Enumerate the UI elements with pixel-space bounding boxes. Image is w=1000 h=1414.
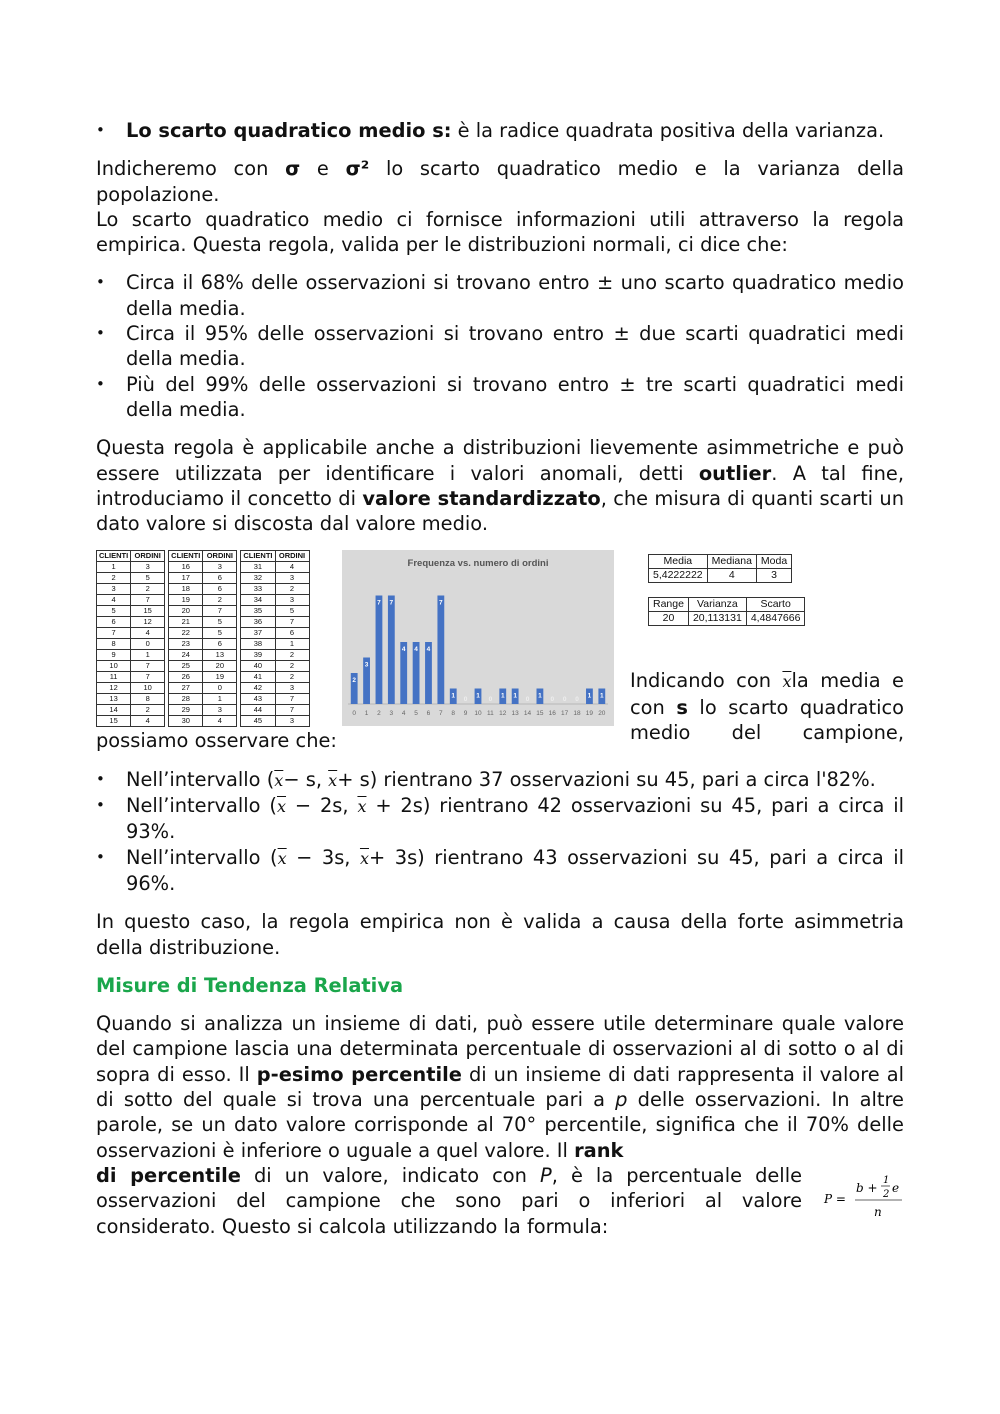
text: Indicheremo con xyxy=(96,157,286,181)
table-row xyxy=(97,650,165,661)
table-cell: 23 xyxy=(169,639,203,650)
table-row xyxy=(241,672,309,683)
text: Quando si analizza un insieme di dati, può essere utile determinare quale valore del campione lascia una determinata percentuale di osservazioni al di sotto o al di sopra di esso. Il xyxy=(96,1012,904,1086)
list-item xyxy=(96,118,904,143)
percentile-block xyxy=(96,1011,904,1239)
table-cell: 8 xyxy=(131,694,165,705)
x-tick-label: 19 xyxy=(585,710,594,718)
formula-den: n xyxy=(874,1204,882,1219)
text: Nell’intervallo ( xyxy=(126,794,277,818)
table-row xyxy=(97,562,165,573)
x-tick-label: 20 xyxy=(598,710,606,718)
table-cell: 3 xyxy=(275,683,309,694)
data-label: 1 xyxy=(538,692,542,700)
table-cell: 3 xyxy=(275,573,309,584)
data-label: 1 xyxy=(599,692,604,700)
formula-num-b: b + xyxy=(856,1180,878,1195)
orders-table xyxy=(240,550,309,727)
table-row xyxy=(169,584,237,595)
data-label: 1 xyxy=(500,692,505,700)
data-label: 4 xyxy=(426,646,431,654)
stats-value: 5,4222222 xyxy=(649,569,708,583)
stats-header: Mediana xyxy=(707,555,756,569)
frequency-chart xyxy=(342,550,614,726)
term-bold: Lo scarto quadratico medio s: xyxy=(126,119,452,142)
table-row xyxy=(169,683,237,694)
chart-bar xyxy=(388,596,395,705)
table-cell: 17 xyxy=(169,573,203,584)
x-tick-label: 18 xyxy=(573,710,581,718)
P-symbol: P xyxy=(540,1163,552,1187)
table-cell: 7 xyxy=(203,606,237,617)
data-label: 7 xyxy=(439,599,443,607)
p-symbol: p xyxy=(615,1088,628,1112)
table-cell: 5 xyxy=(203,628,237,639)
table-row xyxy=(241,694,309,705)
x-tick-label: 11 xyxy=(487,710,494,718)
table-cell: 26 xyxy=(169,672,203,683)
table-cell: 2 xyxy=(275,650,309,661)
chart-bar xyxy=(437,596,444,705)
table-row xyxy=(169,628,237,639)
table-row xyxy=(169,694,237,705)
x-tick-label: 4 xyxy=(401,710,406,718)
table-cell: 7 xyxy=(131,661,165,672)
table-cell: 11 xyxy=(97,672,131,683)
empirical-rule-list xyxy=(96,270,904,422)
formula-lhs: P = xyxy=(824,1191,846,1206)
table-row xyxy=(97,584,165,595)
table-cell: 7 xyxy=(131,672,165,683)
table-row xyxy=(241,573,309,584)
text: Indicando con xyxy=(630,669,783,693)
table-cell: 14 xyxy=(97,705,131,716)
formula-e: e xyxy=(892,1180,900,1195)
table-cell: 31 xyxy=(241,562,275,573)
table-row xyxy=(169,716,237,727)
table-cell: 10 xyxy=(131,683,165,694)
table-cell: 2 xyxy=(131,705,165,716)
table-cell: 20 xyxy=(203,661,237,672)
text: − 2s, xyxy=(286,794,358,818)
table-cell: 30 xyxy=(169,716,203,727)
table-cell: 41 xyxy=(241,672,275,683)
data-label: 4 xyxy=(414,646,418,654)
table-cell: 4 xyxy=(275,562,309,573)
table-cell: 6 xyxy=(203,639,237,650)
table-row xyxy=(169,661,237,672)
table-cell: 7 xyxy=(275,694,309,705)
table-cell: 19 xyxy=(169,595,203,606)
table-cell: 2 xyxy=(275,584,309,595)
list-item xyxy=(96,767,904,793)
x-tick-label: 0 xyxy=(352,710,357,718)
paragraph-empirical: Lo scarto quadratico medio ci fornisce informazioni utili attraverso la regola empirica. Questa regola, valida per le distribuzioni normali, ci dice che: xyxy=(96,207,904,257)
x-tick-label: 14 xyxy=(523,710,532,718)
x-tick-label: 6 xyxy=(426,710,431,718)
list-item xyxy=(96,793,904,845)
table-row xyxy=(241,562,309,573)
x-tick-label: 1 xyxy=(364,710,369,718)
data-label: 0 xyxy=(562,696,567,704)
sigma-symbol: σ xyxy=(285,157,301,181)
text: + s) rientrano 37 osservazioni su 45, pari a circa l'82%. xyxy=(337,767,876,791)
table-cell: 1 xyxy=(131,650,165,661)
table-cell: 6 xyxy=(203,584,237,595)
x-tick-label: 17 xyxy=(561,710,569,718)
table-row xyxy=(241,606,309,617)
x-tick-label: 10 xyxy=(474,710,482,718)
column-header: ORDINI xyxy=(203,551,237,562)
list-item xyxy=(96,845,904,897)
table-cell: 36 xyxy=(241,617,275,628)
xbar-symbol: $\overline{x}$ xyxy=(359,848,369,868)
table-row xyxy=(169,639,237,650)
table-cell: 0 xyxy=(131,639,165,650)
percentile-term: p-esimo percentile xyxy=(256,1062,462,1086)
table-cell: 21 xyxy=(169,617,203,628)
table-cell: 16 xyxy=(169,562,203,573)
rank-term-cont: di percentile xyxy=(96,1163,241,1187)
table-cell: 3 xyxy=(203,562,237,573)
table-cell: 15 xyxy=(97,716,131,727)
bullet-list-std xyxy=(96,118,904,143)
table-cell: 10 xyxy=(97,661,131,672)
paragraph-observe: possiamo osservare che: xyxy=(96,729,337,753)
table-cell: 2 xyxy=(203,595,237,606)
table-cell: 7 xyxy=(97,628,131,639)
text: Questa regola è applicabile anche a distribuzioni lievemente asimmetriche e può essere utilizzata per identificare i valori anomali, detti xyxy=(96,436,904,485)
table-cell: 6 xyxy=(275,628,309,639)
text: di un insieme di dati rappresenta il valore al di sotto del quale si trova una percentuale pari a xyxy=(96,1062,904,1112)
stats-table-central xyxy=(648,554,792,583)
x-tick-label: 3 xyxy=(389,710,394,718)
table-row xyxy=(241,628,309,639)
paragraph-outlier xyxy=(96,435,904,536)
xbar-symbol: $\overline{x}$ xyxy=(274,770,284,790)
interval-list xyxy=(96,767,904,896)
x-tick-label: 7 xyxy=(439,710,443,718)
table-cell: 2 xyxy=(97,573,131,584)
x-tick-label: 16 xyxy=(548,710,556,718)
table-cell: 29 xyxy=(169,705,203,716)
table-row xyxy=(169,650,237,661)
stats-header: Moda xyxy=(756,555,791,569)
xbar-symbol: $\overline{x}$ xyxy=(357,797,367,817)
orders-table xyxy=(96,550,165,727)
data-label: 1 xyxy=(451,692,456,700)
column-header: CLIENTI xyxy=(97,551,131,562)
table-cell: 3 xyxy=(203,705,237,716)
text: − 3s, xyxy=(286,845,360,869)
table-cell: 1 xyxy=(203,694,237,705)
data-label: 0 xyxy=(463,696,468,704)
data-label: 3 xyxy=(364,661,369,669)
data-label: 0 xyxy=(525,696,530,704)
table-cell: 6 xyxy=(97,617,131,628)
stats-tables xyxy=(648,554,805,640)
stats-value: 20,113131 xyxy=(688,612,746,626)
table-cell: 2 xyxy=(275,672,309,683)
sigma2-symbol: σ² xyxy=(345,157,370,181)
table-row xyxy=(169,562,237,573)
text: Nell’intervallo ( xyxy=(126,767,275,791)
table-cell: 20 xyxy=(169,606,203,617)
stats-value: 3 xyxy=(756,569,791,583)
rank-term: rank xyxy=(574,1138,624,1162)
table-cell: 38 xyxy=(241,639,275,650)
data-label: 7 xyxy=(377,599,381,607)
x-tick-label: 12 xyxy=(499,710,507,718)
data-label: 4 xyxy=(401,646,406,654)
s-symbol: s xyxy=(676,695,688,719)
table-cell: 3 xyxy=(275,716,309,727)
text: , è la percentuale delle osservazioni del campione che sono pari o inferiori al valore considerato. Questo si calcola utilizzando la formula: xyxy=(96,1163,803,1238)
table-row xyxy=(241,617,309,628)
x-tick-label: 2 xyxy=(377,710,381,718)
text: di un valore, indicato con xyxy=(240,1163,541,1187)
formula-frac-den: 2 xyxy=(883,1188,890,1200)
table-cell: 19 xyxy=(203,672,237,683)
table-row xyxy=(97,628,165,639)
table-cell: 12 xyxy=(131,617,165,628)
table-row xyxy=(169,672,237,683)
table-cell: 9 xyxy=(97,650,131,661)
standardized-term: valore standardizzato xyxy=(362,486,601,510)
table-cell: 3 xyxy=(275,595,309,606)
table-cell: 5 xyxy=(97,606,131,617)
data-tables xyxy=(96,550,310,727)
table-cell: 43 xyxy=(241,694,275,705)
table-row xyxy=(97,617,165,628)
text: − s, xyxy=(283,767,329,791)
stats-value: 20 xyxy=(649,612,689,626)
table-row xyxy=(169,573,237,584)
stats-value: 4,4847666 xyxy=(746,612,805,626)
stats-table-dispersion xyxy=(648,597,805,626)
data-label: 7 xyxy=(389,599,394,607)
orders-table xyxy=(168,550,237,727)
table-cell: 3 xyxy=(97,584,131,595)
paragraph-rank xyxy=(96,1163,802,1239)
table-cell: 0 xyxy=(203,683,237,694)
table-cell: 12 xyxy=(97,683,131,694)
data-label: 0 xyxy=(550,696,555,704)
table-cell: 27 xyxy=(169,683,203,694)
table-row xyxy=(97,683,165,694)
x-tick-label: 5 xyxy=(414,710,418,718)
table-cell: 37 xyxy=(241,628,275,639)
text: e xyxy=(300,157,346,181)
x-tick-label: 15 xyxy=(536,710,544,718)
figure-row xyxy=(96,550,904,750)
data-label: 2 xyxy=(352,677,357,685)
data-label: 1 xyxy=(513,692,517,700)
data-label: 1 xyxy=(476,692,480,700)
table-row xyxy=(169,595,237,606)
chart-title: Frequenza vs. numero di ordini xyxy=(407,558,549,570)
data-label: 1 xyxy=(587,692,592,700)
paragraph-asymmetry: In questo caso, la regola empirica non è valida a causa della forte asimmetria della distribuzione. xyxy=(96,910,904,959)
document-page xyxy=(96,118,904,1239)
table-cell: 8 xyxy=(97,639,131,650)
table-cell: 44 xyxy=(241,705,275,716)
text: + 2s) rientrano 42 osservazioni su 45, pari a circa il 93%. xyxy=(126,794,905,844)
table-row xyxy=(169,705,237,716)
table-cell: 4 xyxy=(97,595,131,606)
table-cell: 7 xyxy=(131,595,165,606)
table-row xyxy=(97,661,165,672)
table-cell: 22 xyxy=(169,628,203,639)
table-row xyxy=(97,694,165,705)
paragraph-sigma xyxy=(96,156,904,207)
column-header: CLIENTI xyxy=(169,551,203,562)
xbar-symbol: $\overline{x}$ xyxy=(328,770,338,790)
xbar-symbol: $\overline{x}$ xyxy=(782,672,792,692)
table-cell: 5 xyxy=(131,573,165,584)
table-cell: 4 xyxy=(131,628,165,639)
table-cell: 15 xyxy=(131,606,165,617)
table-row xyxy=(97,672,165,683)
table-cell: 3 xyxy=(131,562,165,573)
table-row xyxy=(97,639,165,650)
table-cell: 32 xyxy=(241,573,275,584)
stats-header: Media xyxy=(649,555,708,569)
table-cell: 35 xyxy=(241,606,275,617)
table-row xyxy=(241,584,309,595)
text: + 3s) rientrano 43 osservazioni su 45, pari a circa il 96%. xyxy=(126,845,905,895)
chart-bar xyxy=(376,596,383,705)
stats-header: Scarto xyxy=(746,598,805,612)
text: , che misura di quanti scarti un dato valore si discosta dal valore medio. xyxy=(96,486,904,536)
text: delle osservazioni. In altre parole, se un dato valore corrisponde al 70° percentile, significa che il 70% delle osservazioni è inferiore o uguale a quel valore. Il xyxy=(96,1088,904,1162)
data-label: 0 xyxy=(488,696,493,704)
text: la media e con xyxy=(630,669,904,719)
side-text xyxy=(630,668,904,745)
table-cell: 45 xyxy=(241,716,275,727)
text: . A tal fine, introduciamo il concetto di xyxy=(96,461,904,510)
term-text: è la radice quadrata positiva della varianza. xyxy=(451,119,885,142)
table-cell: 1 xyxy=(275,639,309,650)
list-item: • Più del 99% delle osservazioni si trovano entro ± tre scarti quadratici medi della media. xyxy=(96,372,904,423)
table-row xyxy=(241,650,309,661)
xbar-symbol: $\overline{x}$ xyxy=(276,797,287,817)
table-row xyxy=(241,639,309,650)
x-tick-label: 13 xyxy=(511,710,519,718)
table-cell: 2 xyxy=(131,584,165,595)
table-cell: 13 xyxy=(97,694,131,705)
section-heading: Misure di Tendenza Relativa xyxy=(96,973,404,997)
list-item: • Circa il 95% delle osservazioni si trovano entro ± due scarti quadratici medi della media. xyxy=(96,321,904,372)
text: lo scarto quadratico medio e la varianza della popolazione. xyxy=(96,157,904,206)
table-cell: 28 xyxy=(169,694,203,705)
table-cell: 6 xyxy=(203,573,237,584)
table-row xyxy=(97,606,165,617)
formula-frac-num: 1 xyxy=(883,1174,890,1186)
text: lo scarto quadratico medio del campione, xyxy=(630,695,904,745)
table-cell: 18 xyxy=(169,584,203,595)
table-row xyxy=(97,716,165,727)
table-cell: 1 xyxy=(97,562,131,573)
table-row xyxy=(241,661,309,672)
table-cell: 25 xyxy=(169,661,203,672)
stats-value: 4 xyxy=(707,569,756,583)
rank-formula xyxy=(820,1165,904,1225)
table-row xyxy=(97,595,165,606)
table-cell: 4 xyxy=(131,716,165,727)
table-cell: 7 xyxy=(275,705,309,716)
table-cell: 5 xyxy=(275,606,309,617)
table-cell: 24 xyxy=(169,650,203,661)
table-row xyxy=(169,617,237,628)
table-cell: 2 xyxy=(275,661,309,672)
table-row xyxy=(169,606,237,617)
table-cell: 13 xyxy=(203,650,237,661)
table-cell: 39 xyxy=(241,650,275,661)
table-cell: 42 xyxy=(241,683,275,694)
paragraph-percentile xyxy=(96,1011,904,1163)
table-row xyxy=(241,595,309,606)
table-cell: 40 xyxy=(241,661,275,672)
table-row xyxy=(241,683,309,694)
x-tick-label: 8 xyxy=(451,710,456,718)
table-row xyxy=(97,573,165,584)
table-row xyxy=(97,705,165,716)
outlier-term: outlier xyxy=(698,461,772,485)
table-row xyxy=(241,705,309,716)
table-cell: 34 xyxy=(241,595,275,606)
list-item: • Circa il 68% delle osservazioni si trovano entro ± uno scarto quadratico medio della media. xyxy=(96,270,904,321)
column-header: ORDINI xyxy=(275,551,309,562)
column-header: ORDINI xyxy=(131,551,165,562)
column-header: CLIENTI xyxy=(241,551,275,562)
stats-header: Varianza xyxy=(688,598,746,612)
table-cell: 7 xyxy=(275,617,309,628)
table-row xyxy=(241,716,309,727)
table-cell: 5 xyxy=(203,617,237,628)
stats-header: Range xyxy=(649,598,689,612)
x-tick-label: 9 xyxy=(463,710,468,718)
table-cell: 33 xyxy=(241,584,275,595)
data-label: 0 xyxy=(575,696,579,704)
table-cell: 4 xyxy=(203,716,237,727)
text: Nell’intervallo ( xyxy=(126,845,278,869)
xbar-symbol: $\overline{x}$ xyxy=(277,848,287,868)
